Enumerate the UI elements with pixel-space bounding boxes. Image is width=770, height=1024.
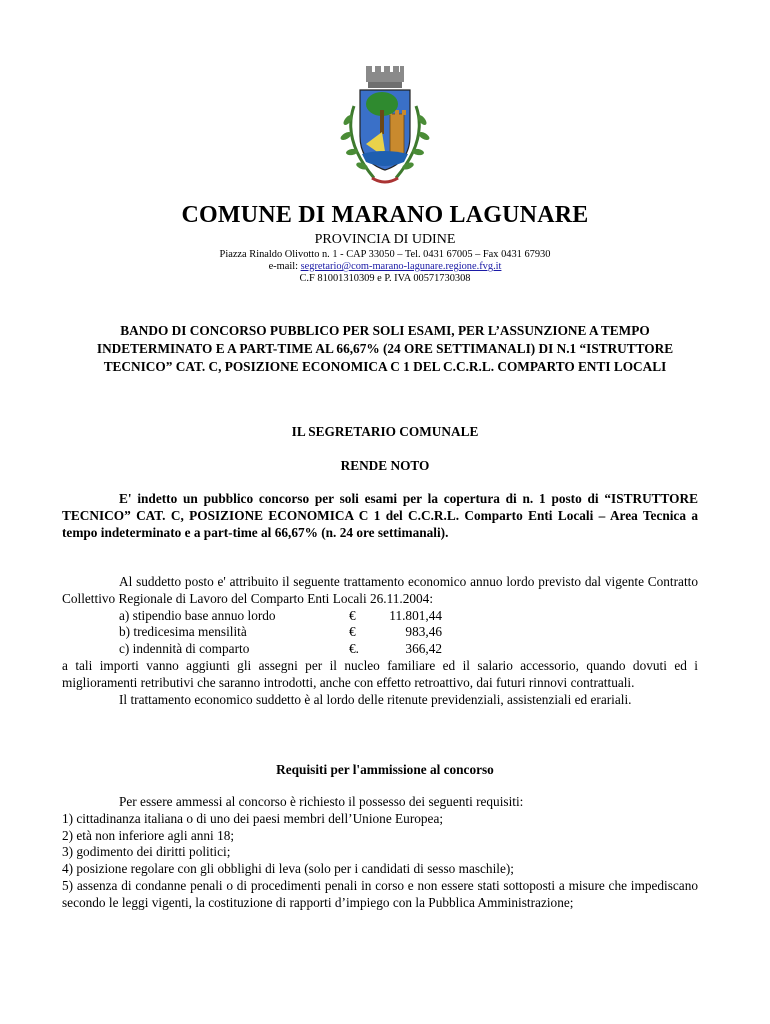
requisiti-heading: Requisiti per l'ammissione al concorso — [276, 762, 494, 777]
salary-amount: 983,46 — [405, 624, 442, 640]
email-line — [0, 261, 770, 273]
municipality-address: Piazza Rinaldo Olivotto n. 1 - CAP 33050 – Tel. 0431 67005 – Fax 0431 67930 — [219, 249, 551, 260]
salary-currency: € — [349, 607, 356, 623]
salary-amount: 366,42 — [405, 641, 442, 657]
salary-note: a tali importi vanno aggiunti gli assegni per il nucleo familiare ed il salario accessorio, quando dovuti ed i miglioramenti retributivi che saranno introdotti, anche con effetto retroattivo, dai futuri rinnovi contrattuali. — [62, 657, 698, 690]
salary-intro: Al suddetto posto e' attribuito il seguente trattamento economico annuo lordo previsto dal vigente Contratto Collettivo Regionale di Lavoro del Comparto Enti Locali 26.11.2004: — [62, 574, 698, 606]
salary-row — [62, 624, 698, 641]
intro-section — [62, 491, 698, 541]
list-item: 1) cittadinanza italiana o di uno dei paesi membri dell’Unione Europea; — [62, 810, 444, 826]
salary-gross-note: Il trattamento economico suddetto è al lordo delle ritenute previdenziali, assistenziali ed erariali. — [119, 691, 632, 707]
requisiti-section — [62, 794, 698, 912]
list-item: 5) assenza di condanne penali o di procedimenti penali in corso e non essere stati sottoposti a misure che impediscano secondo le leggi vigenti, la costituzione di rapporti d’impiego con la Pubblica Amministrazione; — [62, 877, 698, 910]
salary-label: a) stipendio base annuo lordo — [119, 607, 276, 623]
salary-label: b) tredicesima mensilità — [119, 624, 247, 640]
list-item: 3) godimento dei diritti politici; — [62, 844, 231, 860]
intro-paragraph: E' indetto un pubblico concorso per soli esami per la copertura di n. 1 posto di “ISTRUTTORE TECNICO” CAT. C, POSIZIONE ECONOMICA C 1 del C.C.R.L. Comparto Enti Locali – Area Tecnica a tempo indeterminato e a part-time al 66,67% (n. 24 ore settimanali). — [62, 491, 698, 540]
bando-title: BANDO DI CONCORSO PUBBLICO PER SOLI ESAMI, PER L’ASSUNZIONE A TEMPO INDETERMINATO E A PART-TIME AL 66,67% (24 ORE SETTIMANALI) DI N.1 “ISTRUTTORE TECNICO” CAT. C, POSIZIONE ECONOMICA C 1 DEL C.C.R.L. COMPARTO ENTI LOCALI — [96, 323, 674, 374]
salary-row — [62, 641, 698, 658]
salary-currency: € — [349, 624, 356, 640]
salary-currency: €. — [349, 641, 359, 657]
salary-label: c) indennità di comparto — [119, 641, 250, 657]
salary-section — [62, 574, 698, 708]
tax-ids: C.F 81001310309 e P. IVA 00571730308 — [299, 273, 471, 284]
email-prefix: e-mail: — [268, 261, 301, 272]
rende-noto-heading: RENDE NOTO — [340, 458, 430, 473]
email-link[interactable]: segretario@com-marano-lagunare.regione.fvg.it — [300, 261, 502, 272]
segretario-heading: IL SEGRETARIO COMUNALE — [291, 424, 479, 439]
municipal-coat-of-arms-icon — [324, 66, 446, 190]
list-item: 4) posizione regolare con gli obblighi di leva (solo per i candidati di sesso maschile); — [62, 861, 514, 877]
list-item: 2) età non inferiore agli anni 18; — [62, 827, 235, 843]
salary-amount: 11.801,44 — [389, 607, 442, 623]
salary-row — [62, 608, 698, 625]
requisiti-intro: Per essere ammessi al concorso è richiesto il possesso dei seguenti requisiti: — [119, 794, 524, 809]
municipality-title: COMUNE DI MARANO LAGUNARE — [181, 202, 589, 228]
province-name: PROVINCIA DI UDINE — [314, 232, 456, 247]
